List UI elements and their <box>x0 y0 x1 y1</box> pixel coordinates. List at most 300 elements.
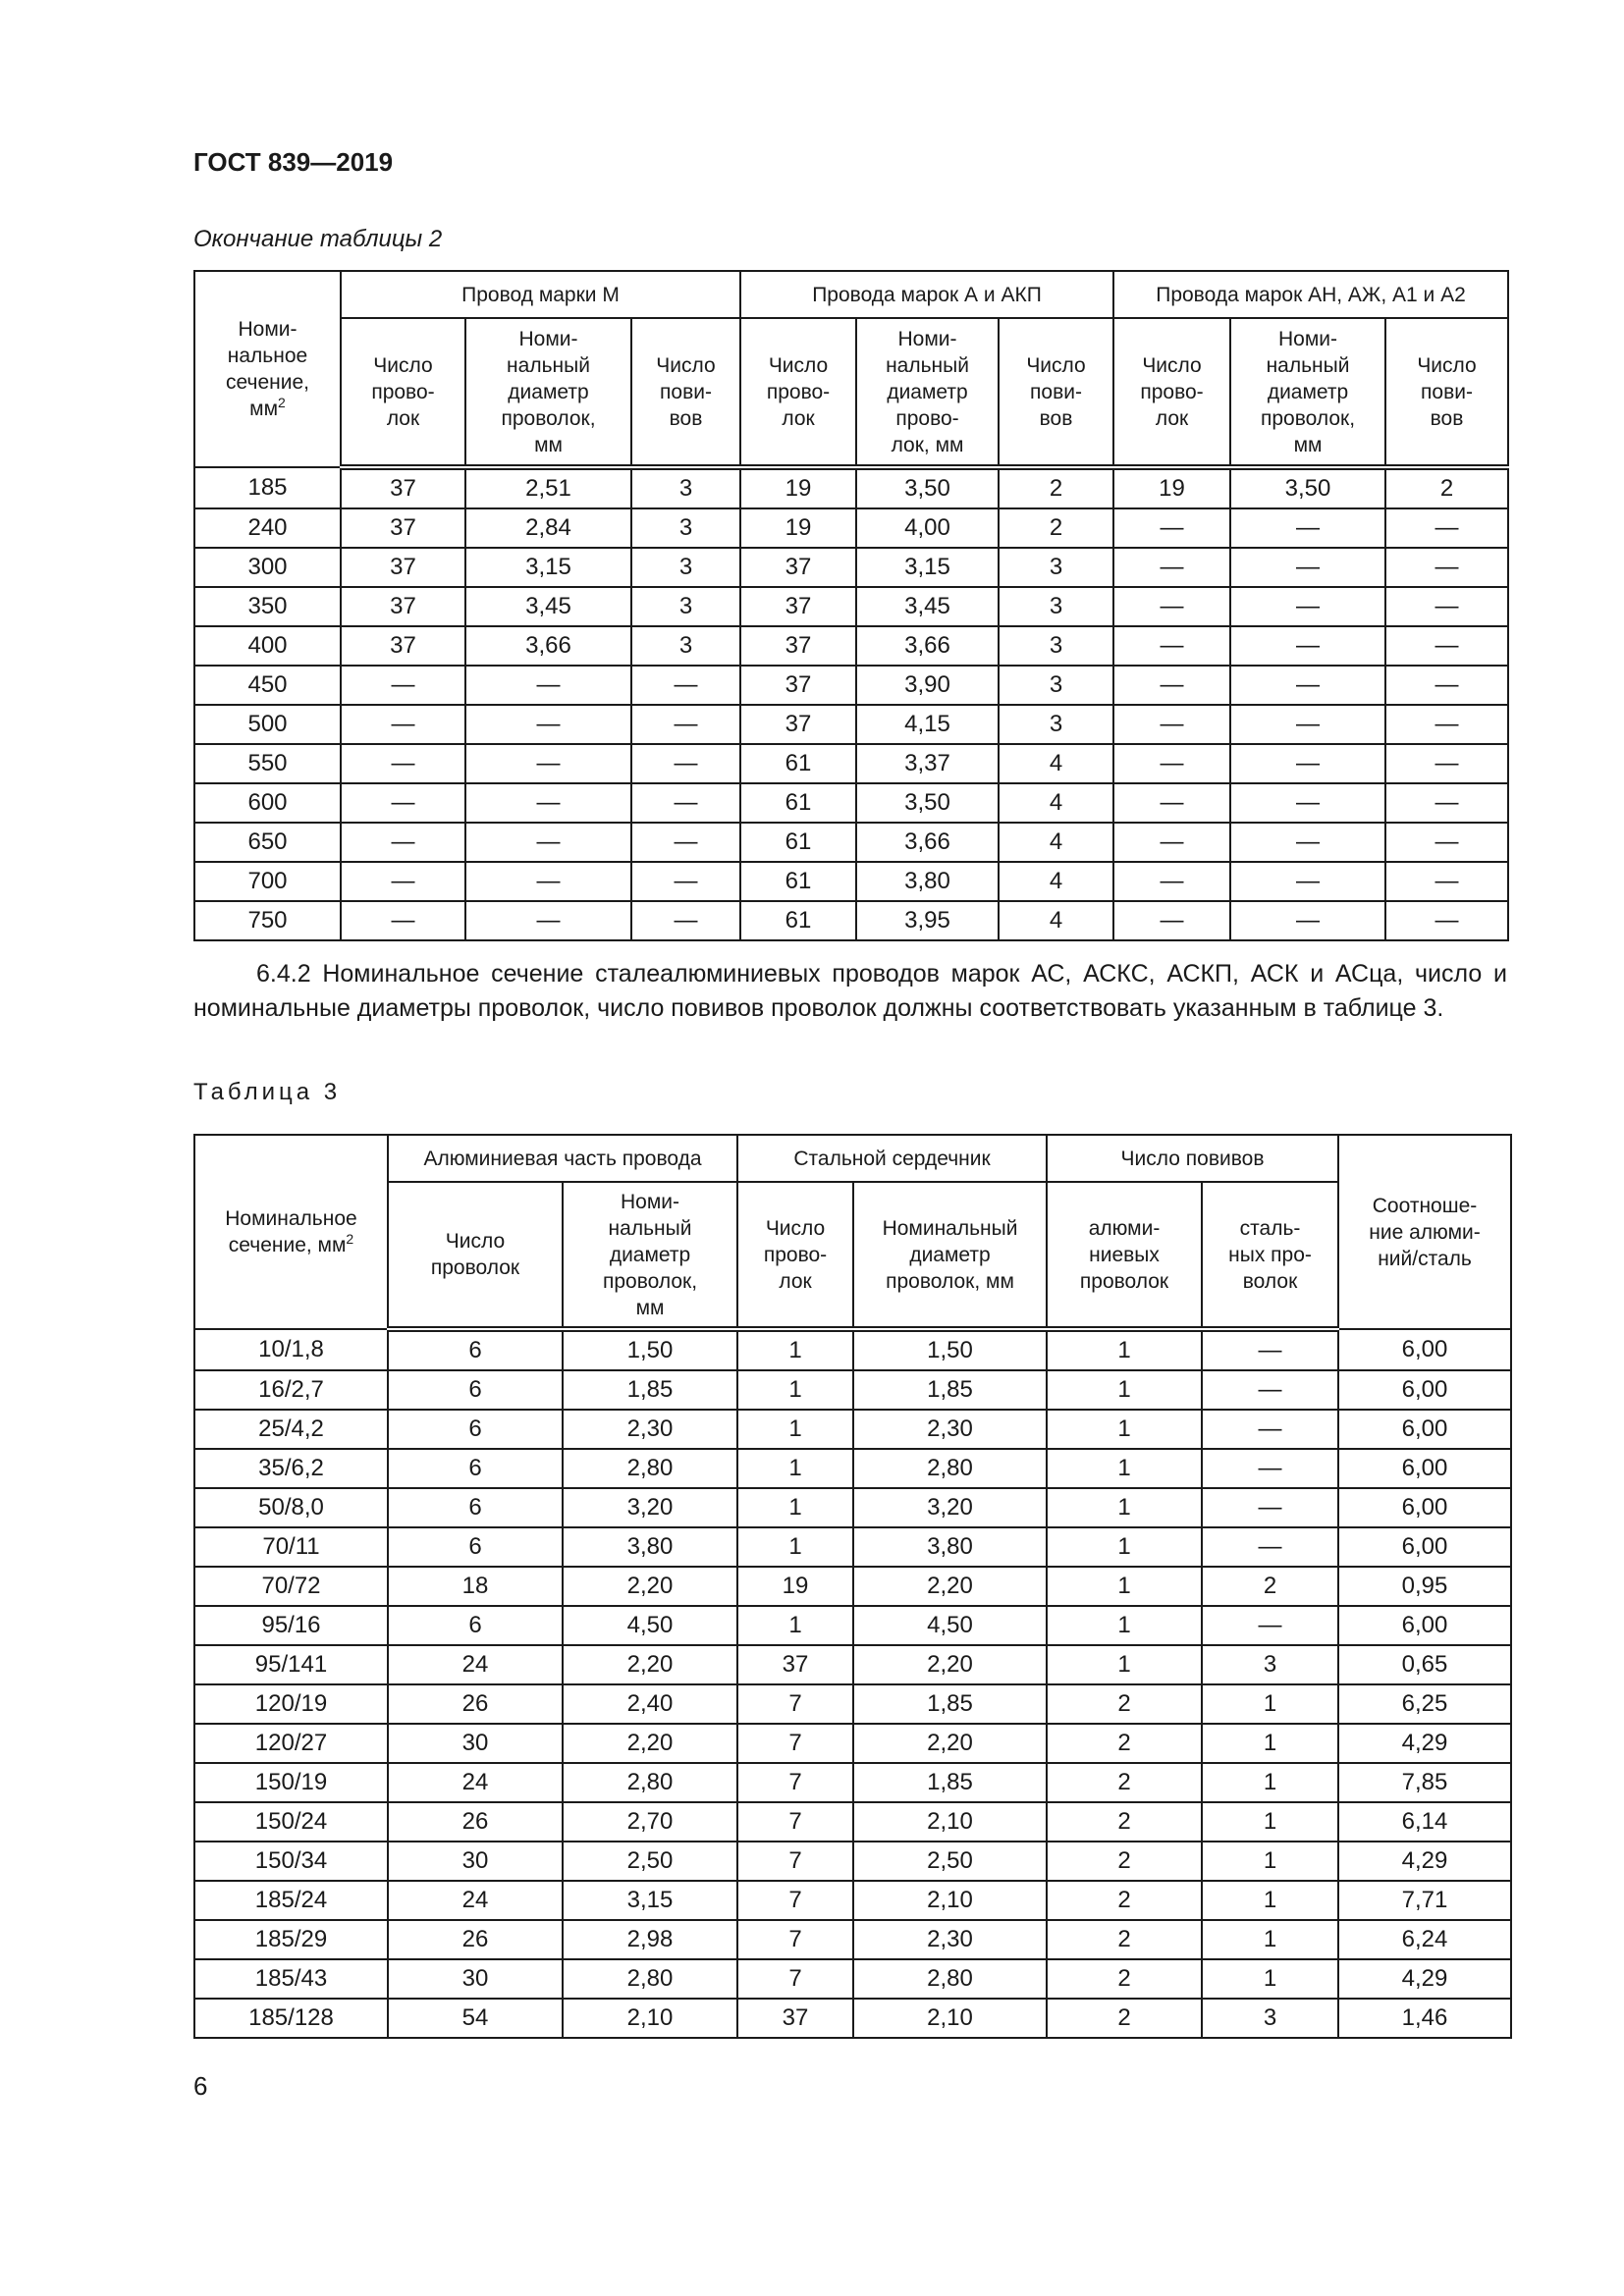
table-cell: 6 <box>388 1488 563 1527</box>
table-cell: 3 <box>631 587 740 626</box>
table-cell: 37 <box>341 548 465 587</box>
table-cell: 3,45 <box>856 587 999 626</box>
table-row <box>194 862 1508 901</box>
table-row <box>194 1410 1511 1449</box>
table-cell: 150/34 <box>194 1842 388 1881</box>
table-cell: — <box>1230 862 1385 901</box>
table-cell: — <box>1202 1370 1338 1410</box>
table-cell: 2,80 <box>563 1449 737 1488</box>
table-cell: 2,10 <box>853 1802 1047 1842</box>
table-cell: 70/72 <box>194 1567 388 1606</box>
table-cell: 6,00 <box>1338 1410 1511 1449</box>
table-cell: 24 <box>388 1645 563 1684</box>
table-cell: 4,29 <box>1338 1959 1511 1999</box>
table-cell: 3,50 <box>856 467 999 508</box>
table-cell: — <box>1230 744 1385 783</box>
table-cell: 37 <box>740 548 856 587</box>
table-cell: 400 <box>194 626 341 666</box>
table-cell: 3 <box>999 626 1113 666</box>
table-cell: 24 <box>388 1763 563 1802</box>
table-cell: 3 <box>631 626 740 666</box>
table-cell: 2,80 <box>563 1763 737 1802</box>
table-row <box>194 1567 1511 1606</box>
table-cell: 3,37 <box>856 744 999 783</box>
table-cell: 2,98 <box>563 1920 737 1959</box>
table-cell: 2,50 <box>563 1842 737 1881</box>
table-cell: 6,00 <box>1338 1488 1511 1527</box>
table-cell: 450 <box>194 666 341 705</box>
table-cell: 500 <box>194 705 341 744</box>
table-cell: 2,80 <box>853 1449 1047 1488</box>
table-cell: 300 <box>194 548 341 587</box>
table-cell: 2,20 <box>563 1724 737 1763</box>
table-cell: — <box>631 666 740 705</box>
table-cell: 6,00 <box>1338 1370 1511 1410</box>
table3-header-ratio: Соотноше- ние алюми- ний/сталь <box>1338 1135 1511 1329</box>
table-cell: 2 <box>1047 1763 1202 1802</box>
table-cell: 24 <box>388 1881 563 1920</box>
table-cell: 1 <box>1047 1329 1202 1370</box>
table-cell: 26 <box>388 1684 563 1724</box>
table-cell: 6 <box>388 1606 563 1645</box>
table-cell: 2,20 <box>853 1567 1047 1606</box>
table-cell: — <box>1113 705 1230 744</box>
table-cell: 2,80 <box>563 1959 737 1999</box>
table-row <box>194 1959 1511 1999</box>
table-cell: — <box>1202 1410 1338 1449</box>
table-cell: — <box>1230 783 1385 823</box>
table-row <box>194 626 1508 666</box>
table-cell: 1 <box>1202 1724 1338 1763</box>
table-row <box>194 467 1508 508</box>
table-cell: 10/1,8 <box>194 1329 388 1370</box>
table-cell: 2 <box>1047 1724 1202 1763</box>
table2-subheader: Номи- нальный диаметр прово- лок, мм <box>856 318 999 467</box>
table-cell: 3,20 <box>853 1488 1047 1527</box>
table2-body <box>194 467 1508 940</box>
table-row <box>194 1645 1511 1684</box>
table-cell: 185/24 <box>194 1881 388 1920</box>
table-cell: 4 <box>999 744 1113 783</box>
table-cell: 6,00 <box>1338 1449 1511 1488</box>
table-cell: 1 <box>1047 1410 1202 1449</box>
table-cell: — <box>1113 783 1230 823</box>
table-cell: 2 <box>1047 1920 1202 1959</box>
table-cell: — <box>465 705 631 744</box>
table-row <box>194 744 1508 783</box>
table-cell: 1 <box>1047 1606 1202 1645</box>
table-cell: 1 <box>1202 1763 1338 1802</box>
table3-title: Таблица 3 <box>193 1079 342 1105</box>
table-cell: — <box>1113 587 1230 626</box>
table3-subheader: алюми- ниевых проволок <box>1047 1182 1202 1329</box>
table-cell: 2,80 <box>853 1959 1047 1999</box>
table-cell: 650 <box>194 823 341 862</box>
table-cell: — <box>1230 823 1385 862</box>
table-row <box>194 901 1508 940</box>
table-cell: 7,85 <box>1338 1763 1511 1802</box>
table-cell: 3 <box>631 548 740 587</box>
table3-subheader: Число прово- лок <box>737 1182 853 1329</box>
table-cell: 4,50 <box>563 1606 737 1645</box>
table-row <box>194 1842 1511 1881</box>
table-cell: 700 <box>194 862 341 901</box>
table-cell: 1,50 <box>853 1329 1047 1370</box>
table-cell: 2 <box>1047 1959 1202 1999</box>
table-row <box>194 1802 1511 1842</box>
table-row <box>194 1329 1511 1370</box>
table-cell: 150/24 <box>194 1802 388 1842</box>
table-row <box>194 1488 1511 1527</box>
table-cell: 6,24 <box>1338 1920 1511 1959</box>
table-cell: 6,25 <box>1338 1684 1511 1724</box>
table-cell: 1 <box>1047 1527 1202 1567</box>
table-row <box>194 823 1508 862</box>
table-cell: 3,80 <box>856 862 999 901</box>
table-cell: 2,50 <box>853 1842 1047 1881</box>
table-cell: 3,45 <box>465 587 631 626</box>
table-cell: 2,51 <box>465 467 631 508</box>
table-cell: 7 <box>737 1724 853 1763</box>
table-cell: — <box>465 862 631 901</box>
table-cell: 2,20 <box>563 1567 737 1606</box>
table-cell: 2,20 <box>853 1724 1047 1763</box>
table-cell: 3 <box>1202 1645 1338 1684</box>
table-row <box>194 508 1508 548</box>
table-cell: 3,66 <box>856 823 999 862</box>
document-title: ГОСТ 839—2019 <box>193 147 394 177</box>
table-cell: 2,40 <box>563 1684 737 1724</box>
table-cell: 3 <box>999 548 1113 587</box>
table-cell: — <box>1230 548 1385 587</box>
table-cell: 61 <box>740 783 856 823</box>
table-cell: — <box>341 705 465 744</box>
table-cell: 1 <box>737 1410 853 1449</box>
table-cell: 3,15 <box>465 548 631 587</box>
table2-continuation-caption: Окончание таблицы 2 <box>193 226 443 252</box>
table-cell: — <box>631 783 740 823</box>
table-cell: — <box>341 862 465 901</box>
table-cell: 1,85 <box>853 1370 1047 1410</box>
table-cell: 3,50 <box>856 783 999 823</box>
table-cell: 2 <box>1047 1684 1202 1724</box>
table-cell: 61 <box>740 744 856 783</box>
table-cell: — <box>1202 1329 1338 1370</box>
table-cell: 4 <box>999 862 1113 901</box>
table-cell: 37 <box>740 666 856 705</box>
table-cell: 37 <box>341 508 465 548</box>
table-cell: 3,95 <box>856 901 999 940</box>
table-cell: 150/19 <box>194 1763 388 1802</box>
clause-paragraph <box>193 957 1507 1026</box>
table-cell: 95/141 <box>194 1645 388 1684</box>
table-cell: 6 <box>388 1370 563 1410</box>
table-cell: 3,80 <box>563 1527 737 1567</box>
table-cell: 3 <box>999 587 1113 626</box>
table3 <box>193 1134 1512 2039</box>
table-cell: 3 <box>999 666 1113 705</box>
table-cell: 3 <box>631 467 740 508</box>
table2 <box>193 270 1509 941</box>
table-cell: 1 <box>1202 1842 1338 1881</box>
table-row <box>194 1606 1511 1645</box>
table-cell: 7 <box>737 1684 853 1724</box>
table-cell: 4 <box>999 783 1113 823</box>
table2-subheader: Число прово- лок <box>1113 318 1230 467</box>
table3-subheader: сталь- ных про- волок <box>1202 1182 1338 1329</box>
table-cell: 37 <box>740 626 856 666</box>
table-cell: — <box>631 705 740 744</box>
table-cell: 37 <box>737 1645 853 1684</box>
table-cell: 25/4,2 <box>194 1410 388 1449</box>
table-cell: 26 <box>388 1802 563 1842</box>
table-cell: 550 <box>194 744 341 783</box>
table-cell: 7 <box>737 1959 853 1999</box>
table-cell: 18 <box>388 1567 563 1606</box>
table-cell: 1 <box>737 1488 853 1527</box>
table-cell: — <box>1385 823 1508 862</box>
table-row <box>194 1920 1511 1959</box>
table-row <box>194 587 1508 626</box>
table-cell: 185/43 <box>194 1959 388 1999</box>
table-cell: — <box>1385 666 1508 705</box>
table-cell: 61 <box>740 901 856 940</box>
table-cell: 26 <box>388 1920 563 1959</box>
table-cell: 19 <box>1113 467 1230 508</box>
table-cell: — <box>1385 548 1508 587</box>
table-cell: 7 <box>737 1881 853 1920</box>
table-cell: 7 <box>737 1802 853 1842</box>
table-cell: 6 <box>388 1410 563 1449</box>
table-cell: — <box>1385 626 1508 666</box>
table-cell: 1 <box>737 1449 853 1488</box>
table-cell: 61 <box>740 823 856 862</box>
table-cell: 1,85 <box>853 1763 1047 1802</box>
table-cell: 1 <box>1047 1449 1202 1488</box>
table-cell: 95/16 <box>194 1606 388 1645</box>
table-cell: 30 <box>388 1724 563 1763</box>
table-cell: 16/2,7 <box>194 1370 388 1410</box>
table-cell: — <box>465 744 631 783</box>
page-number: 6 <box>193 2071 208 2101</box>
table-cell: 6 <box>388 1329 563 1370</box>
table-cell: — <box>465 666 631 705</box>
table-cell: 2,20 <box>563 1645 737 1684</box>
table-cell: 185/128 <box>194 1999 388 2038</box>
table-cell: 61 <box>740 862 856 901</box>
table-cell: — <box>1202 1449 1338 1488</box>
table-cell: 70/11 <box>194 1527 388 1567</box>
table-cell: 50/8,0 <box>194 1488 388 1527</box>
table-cell: — <box>1385 705 1508 744</box>
table-cell: — <box>1230 587 1385 626</box>
table-row <box>194 1370 1511 1410</box>
table-cell: — <box>341 823 465 862</box>
table-cell: 1 <box>1202 1881 1338 1920</box>
table-cell: 2 <box>999 467 1113 508</box>
table-cell: 4,00 <box>856 508 999 548</box>
table-cell: — <box>1385 783 1508 823</box>
table-cell: 3,15 <box>563 1881 737 1920</box>
table-cell: — <box>1113 666 1230 705</box>
table2-subheader: Число прово- лок <box>740 318 856 467</box>
table-cell: 37 <box>341 467 465 508</box>
table-cell: 6,00 <box>1338 1606 1511 1645</box>
table-cell: 185/29 <box>194 1920 388 1959</box>
table-cell: — <box>1113 508 1230 548</box>
table-cell: 1,50 <box>563 1329 737 1370</box>
table-cell: 1 <box>1202 1684 1338 1724</box>
table-cell: 30 <box>388 1842 563 1881</box>
table-cell: 7,71 <box>1338 1881 1511 1920</box>
table-cell: 1,85 <box>563 1370 737 1410</box>
table-cell: — <box>631 862 740 901</box>
table-cell: 4,29 <box>1338 1724 1511 1763</box>
table-cell: — <box>1113 901 1230 940</box>
table-cell: 6 <box>388 1527 563 1567</box>
table-cell: — <box>341 666 465 705</box>
table-cell: — <box>465 783 631 823</box>
table-cell: 2 <box>1047 1999 1202 2038</box>
table-row <box>194 705 1508 744</box>
table2-subheader: Номи- нальный диаметр проволок, мм <box>1230 318 1385 467</box>
table-cell: — <box>1202 1488 1338 1527</box>
table-cell: — <box>1385 587 1508 626</box>
table-cell: — <box>631 744 740 783</box>
table-cell: — <box>1113 862 1230 901</box>
table-cell: 1 <box>737 1329 853 1370</box>
table-cell: 6 <box>388 1449 563 1488</box>
table-cell: 2 <box>1047 1881 1202 1920</box>
table-cell: 185 <box>194 467 341 508</box>
table-cell: 1 <box>1047 1370 1202 1410</box>
table-cell: — <box>1230 705 1385 744</box>
table-cell: — <box>1385 508 1508 548</box>
table-cell: 30 <box>388 1959 563 1999</box>
table-cell: 2 <box>999 508 1113 548</box>
table3-body <box>194 1329 1511 2038</box>
table-cell: 3 <box>1202 1999 1338 2038</box>
table-cell: — <box>1385 862 1508 901</box>
table-cell: 1 <box>737 1527 853 1567</box>
table-cell: 3 <box>999 705 1113 744</box>
table2-subheader: Номи- нальный диаметр проволок, мм <box>465 318 631 467</box>
table-cell: — <box>1113 626 1230 666</box>
table-cell: 6,14 <box>1338 1802 1511 1842</box>
table-cell: — <box>1113 823 1230 862</box>
table-cell: 120/19 <box>194 1684 388 1724</box>
table-cell: 3,66 <box>856 626 999 666</box>
table-cell: 37 <box>740 705 856 744</box>
table-cell: 7 <box>737 1920 853 1959</box>
table-cell: 2,30 <box>853 1410 1047 1449</box>
table-cell: 19 <box>740 467 856 508</box>
table-cell: 2,30 <box>853 1920 1047 1959</box>
table2-group-header: Провод марки М <box>341 271 740 318</box>
table-cell: 2 <box>1047 1842 1202 1881</box>
table-cell: 2,10 <box>853 1881 1047 1920</box>
table-cell: 35/6,2 <box>194 1449 388 1488</box>
table-cell: 1 <box>1202 1920 1338 1959</box>
table-row <box>194 1527 1511 1567</box>
table-cell: 3,66 <box>465 626 631 666</box>
table-cell: — <box>341 744 465 783</box>
table-cell: 240 <box>194 508 341 548</box>
table-cell: — <box>1230 901 1385 940</box>
table-cell: 1 <box>737 1606 853 1645</box>
table2-subheader: Число прово- лок <box>341 318 465 467</box>
table-row <box>194 1449 1511 1488</box>
table-cell: 2,10 <box>853 1999 1047 2038</box>
table-cell: 1 <box>1047 1645 1202 1684</box>
table-cell: 4,29 <box>1338 1842 1511 1881</box>
table3-header-nominal-section: Номинальное сечение, $мм^2$ <box>194 1135 388 1329</box>
table-cell: 2,84 <box>465 508 631 548</box>
table-cell: 0,65 <box>1338 1645 1511 1684</box>
table-cell: — <box>1230 508 1385 548</box>
table3-subheader: Номи- нальный диаметр проволок, мм <box>563 1182 737 1329</box>
table-row <box>194 666 1508 705</box>
table2-group-header: Провода марок А и АКП <box>740 271 1113 318</box>
table-cell: 600 <box>194 783 341 823</box>
table-cell: 4 <box>999 823 1113 862</box>
table-cell: 37 <box>737 1999 853 2038</box>
table-cell: 1 <box>1202 1959 1338 1999</box>
table-cell: 4,15 <box>856 705 999 744</box>
table-cell: 1,85 <box>853 1684 1047 1724</box>
table-cell: — <box>631 901 740 940</box>
table-row <box>194 1763 1511 1802</box>
table-cell: 19 <box>737 1567 853 1606</box>
table-cell: 2 <box>1202 1567 1338 1606</box>
table-cell: 2,10 <box>563 1999 737 2038</box>
table-cell: 4,50 <box>853 1606 1047 1645</box>
table2-subheader: Число пови- вов <box>1385 318 1508 467</box>
table2-header-nominal-section: Номи- нальное сечение, $мм^2$ <box>194 271 341 467</box>
table-row <box>194 1881 1511 1920</box>
table-cell: 2,70 <box>563 1802 737 1842</box>
table-cell: 3,50 <box>1230 467 1385 508</box>
table-cell: — <box>341 901 465 940</box>
clause-6-4-2-text: 6.4.2 Номинальное сечение сталеалюминиевых проводов марок АС, АСКС, АСКП, АСК и АСца, число и номинальные диаметры проволок, число повивов проволок должны соответствовать указанным в таблице 3. <box>193 960 1507 1022</box>
table-cell: 3,20 <box>563 1488 737 1527</box>
table-cell: 1 <box>737 1370 853 1410</box>
table-cell: — <box>1113 744 1230 783</box>
table3-subheader: Число проволок <box>388 1182 563 1329</box>
table-row <box>194 783 1508 823</box>
table-cell: 1 <box>1047 1567 1202 1606</box>
table-cell: — <box>465 901 631 940</box>
table-cell: 3,90 <box>856 666 999 705</box>
table-cell: 3,15 <box>856 548 999 587</box>
table-cell: 6,00 <box>1338 1329 1511 1370</box>
table-cell: — <box>1230 666 1385 705</box>
table-cell: 3,80 <box>853 1527 1047 1567</box>
table-cell: 37 <box>341 626 465 666</box>
table-cell: 120/27 <box>194 1724 388 1763</box>
table2-subheader: Число пови- вов <box>631 318 740 467</box>
table-cell: 4 <box>999 901 1113 940</box>
table3-group-header: Число повивов <box>1047 1135 1338 1182</box>
table-row <box>194 1724 1511 1763</box>
table-row <box>194 548 1508 587</box>
table-cell: 3 <box>631 508 740 548</box>
table-cell: 6,00 <box>1338 1527 1511 1567</box>
table-cell: — <box>1113 548 1230 587</box>
table-cell: 2,30 <box>563 1410 737 1449</box>
table-cell: 2 <box>1385 467 1508 508</box>
table-cell: 1 <box>1202 1802 1338 1842</box>
